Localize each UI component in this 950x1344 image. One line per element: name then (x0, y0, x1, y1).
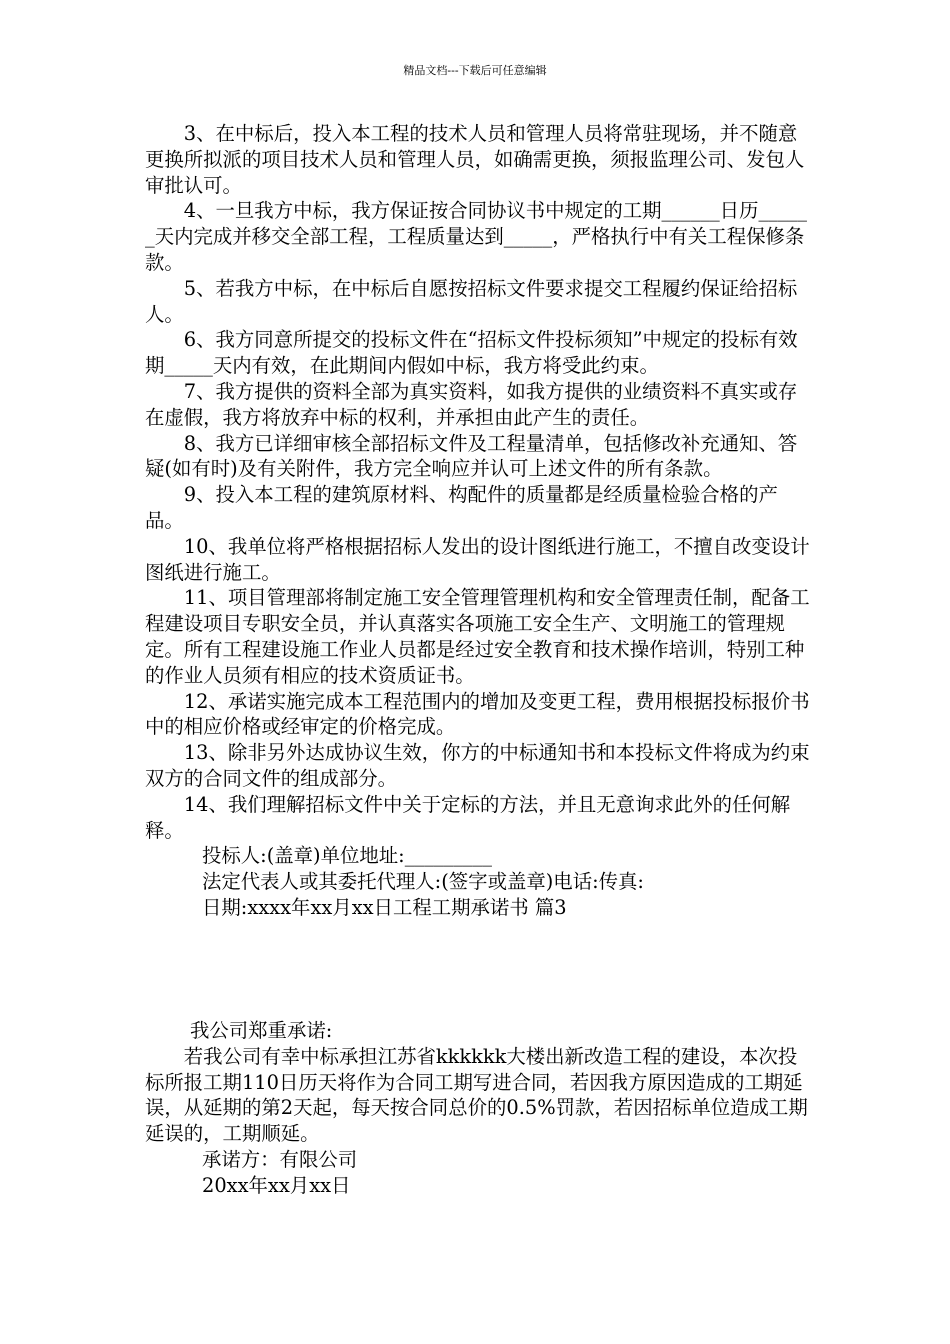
clause-4: 4、一旦我方中标，我方保证按合同协议书中规定的工期______日历______天内完成并移交全部工程，工程质量达到_____，严格执行中有关工程保修条款。 (145, 199, 807, 274)
schedule-commitment (145, 1018, 810, 1199)
clause-9: 9、投入本工程的建筑原材料、构配件的质量都是经质量检验合格的产品。 (145, 483, 778, 532)
clause-11: 11、项目管理部将制定施工安全管理管理机构和安全管理责任制，配备工程建设项目专职安全员，并认真落实各项施工安全生产、文明施工的管理规定。所有工程建设施工作业人员都是经过安全教育和技术操作培训，特别工种的作业人员须有相应的技术资质证书。 (145, 586, 810, 687)
commitment-date: 20xx年xx月xx日 (202, 1173, 351, 1197)
date-title-line: 日期:xxxx年xx月xx日工程工期承诺书 篇3 (202, 895, 567, 919)
clause-10: 10、我单位将严格根据招标人发出的设计图纸进行施工，不擅自改变设计图纸进行施工。 (145, 534, 810, 584)
bidder-line: 投标人:(盖章)单位地址:_________ (202, 844, 492, 868)
clause-12: 12、承诺实施完成本工程范围内的增加及变更工程，费用根据投标报价书中的相应价格或经审定的价格完成。 (145, 689, 810, 739)
page-header: 精品文档---下载后可任意编辑 (403, 64, 547, 77)
clause-3: 3、在中标后，投入本工程的技术人员和管理人员将常驻现场，并不随意更换所拟派的项目技术人员和管理人员，如确需更换，须报监理公司、发包人审批认可。 (145, 122, 805, 197)
clause-7: 7、我方提供的资料全部为真实资料，如我方提供的业绩资料不真实或存在虚假，我方将放弃中标的权利，并承担由此产生的责任。 (145, 379, 798, 429)
commitment-text: 若我公司有幸中标承担江苏省kkkkkk大楼出新改造工程的建设，本次投标所报工期110日历天将作为合同工期写进合同，若因我方原因造成的工期延误，从延期的第2天起，每天按合同总价的0.5%罚款，若因招标单位造成工期延误的，工期顺延。 (145, 1044, 808, 1146)
commitment-body (145, 121, 810, 921)
promisor-line: 承诺方：有限公司 (202, 1147, 358, 1171)
representative-line: 法定代表人或其委托代理人:(签字或盖章)电话:传真: (202, 870, 644, 894)
clause-13: 13、除非另外达成协议生效，你方的中标通知书和本投标文件将成为约束双方的合同文件的组成部分。 (145, 741, 810, 790)
clause-8: 8、我方已详细审核全部招标文件及工程量清单，包括修改补充通知、答疑(如有时)及有关附件，我方完全响应并认可上述文件的所有条款。 (145, 431, 798, 481)
clause-14: 14、我们理解招标文件中关于定标的方法，并且无意询求此外的任何解释。 (145, 792, 791, 842)
clause-6: 6、我方同意所提交的投标文件在“招标文件投标须知”中规定的投标有效期_____天内有效，在此期间内假如中标，我方将受此约束。 (145, 328, 798, 378)
clause-5: 5、若我方中标，在中标后自愿按招标文件要求提交工程履约保证给招标人。 (145, 276, 798, 326)
commitment-opening: 我公司郑重承诺: (190, 1019, 333, 1042)
